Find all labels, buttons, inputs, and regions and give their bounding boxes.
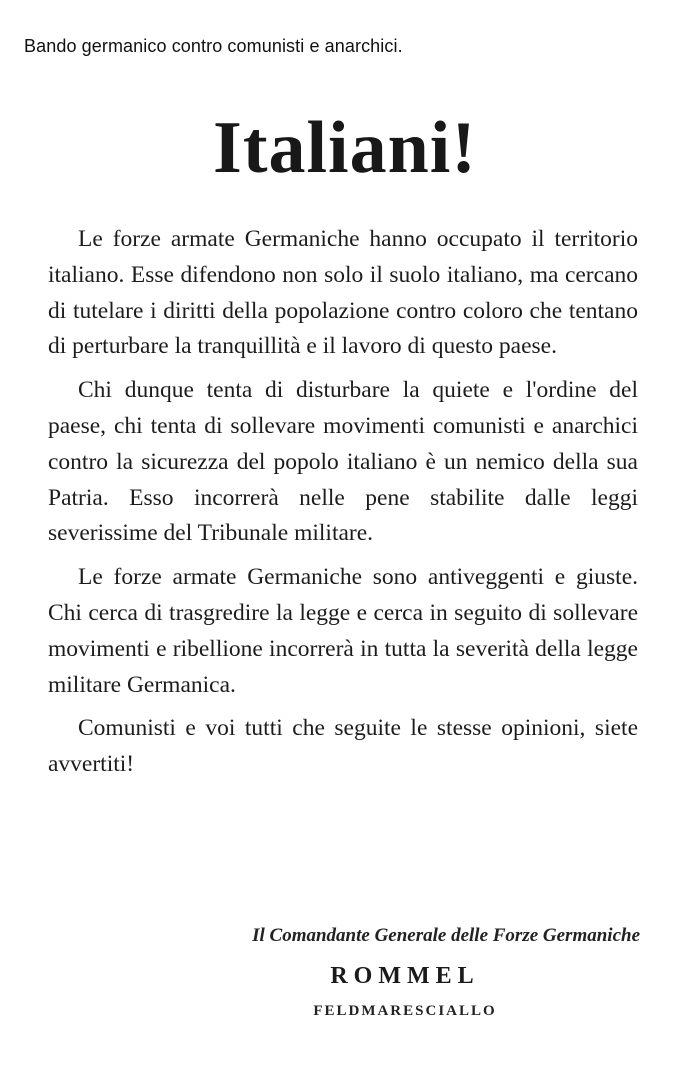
poster-title: Italiani! — [213, 107, 477, 189]
poster-body — [48, 222, 638, 791]
signatory-name: ROMMEL — [330, 963, 480, 989]
image-caption: Bando germanico contro comunisti e anarchici. — [24, 36, 403, 56]
signatory-rank: FELDMARESCIALLO — [313, 1003, 497, 1019]
paragraph-2: Chi dunque tenta di disturbare la quiete e l'ordine del paese, chi tenta di sollevare movimenti comunisti e anarchici contro la sicurezza del popolo italiano è un nemico della sua Patria. Esso incorrerà nelle pene stabilite dalle leggi severissime del Tribunale militare. — [48, 377, 638, 547]
paragraph-4: Comunisti e voi tutti che seguite le stesse opinioni, siete avvertiti! — [48, 715, 638, 778]
signature-line: Il Comandante Generale delle Forze Germaniche — [252, 925, 640, 946]
paragraph-3: Le forze armate Germaniche sono antiveggenti e giuste. Chi cerca di trasgredire la legge e cerca in seguito di sollevare movimenti e ribellione incorrerà in tutta la severità della legge militare Germanica. — [48, 564, 638, 698]
paragraph-1: Le forze armate Germaniche hanno occupato il territorio italiano. Esse difendono non solo il suolo italiano, ma cercano di tutelare i diritti della popolazione contro coloro che tentano di perturbare la tranquillità e il lavoro di questo paese. — [48, 226, 638, 360]
